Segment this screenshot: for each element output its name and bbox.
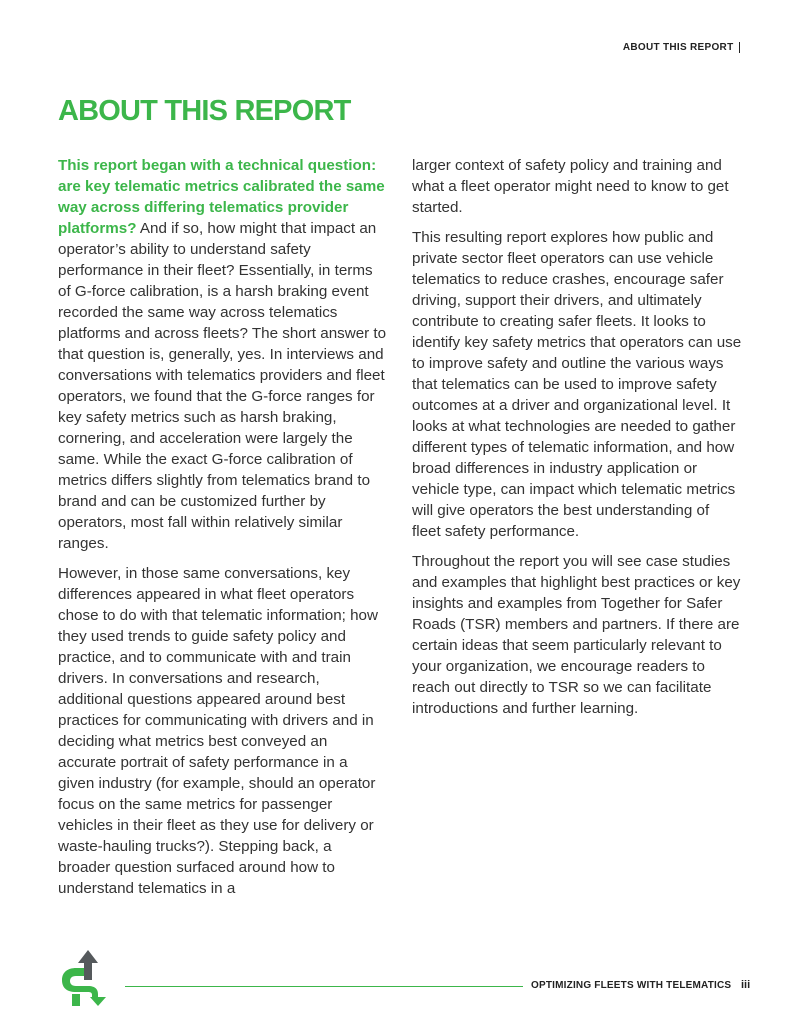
running-header-title: ABOUT THIS REPORT bbox=[622, 42, 734, 53]
left-paragraph-1-body: And if so, how might that impact an operator’s ability to understand safety performance in their fleet? Essentially, in terms of G-force calibration, is a harsh braking event recorded the same way across telematics platforms and across fleets? The short answer to that question is, generally, yes. In interviews and conversations with telematics providers and fleet operators, we found that the G-force ranges for key safety metrics such as harsh braking, cornering, and acceleration were largely the same. While the exact G-force calibration of metrics differs slightly from telematics brand to brand and can be customized further by operators, most fall within relatively similar ranges. bbox=[58, 220, 387, 552]
left-column bbox=[58, 155, 388, 908]
tsr-logo-icon bbox=[58, 950, 114, 1006]
right-column bbox=[412, 155, 742, 728]
running-header-divider bbox=[739, 42, 741, 53]
page-title: ABOUT THIS REPORT bbox=[58, 95, 351, 127]
right-paragraph-3: Throughout the report you will see case studies and examples that highlight best practices or key insights and examples from Together for Safer Roads (TSR) members and partners. If there are certain ideas that seem particularly relevant to your organization, we encourage readers to reach out directly to TSR so we can facilitate introductions and further learning. bbox=[412, 553, 741, 717]
right-paragraph-2: This resulting report explores how public and private sector fleet operators can use vehicle telematics to reduce crashes, encourage safer driving, support their drivers, and ultimately contribute to creating safer fleets. It looks to identify key safety metrics that operators can use to improve safety and outline the various ways that telematics can be used to improve safety outcomes at a driver and organizational level. It looks at what technologies are needed to gather different types of telematic information, and how broad differences in industry application or vehicle type, can impact which telematic metrics will give operators the best understanding of fleet safety performance. bbox=[412, 229, 742, 540]
page-number: iii bbox=[741, 979, 751, 991]
footer-title: OPTIMIZING FLEETS WITH TELEMATICS bbox=[531, 980, 732, 991]
lead-question: This report began with a technical question: are key telematic metrics calibrated the same way across differing telematics provider platforms? bbox=[58, 157, 385, 237]
footer-rule bbox=[125, 986, 523, 987]
left-paragraph-1 bbox=[58, 155, 388, 554]
running-header bbox=[623, 42, 740, 53]
left-paragraph-2: However, in those same conversations, key differences appeared in what fleet operators chose to do with that telematic information; how they used trends to guide safety policy and practice, and to communicate with and train drivers. In conversations and research, additional questions appeared around best practices for communicating with drivers and in deciding what metrics best conveyed an accurate portrait of safety performance in a given industry (for example, should an operator focus on the same metrics for passenger vehicles in their fleet as they use for delivery or waste-hauling trucks?). Stepping back, a broader question surfaced around how to understand telematics in a bbox=[58, 565, 378, 897]
right-paragraph-1: larger context of safety policy and training and what a fleet operator might need to know to get started. bbox=[412, 157, 729, 216]
